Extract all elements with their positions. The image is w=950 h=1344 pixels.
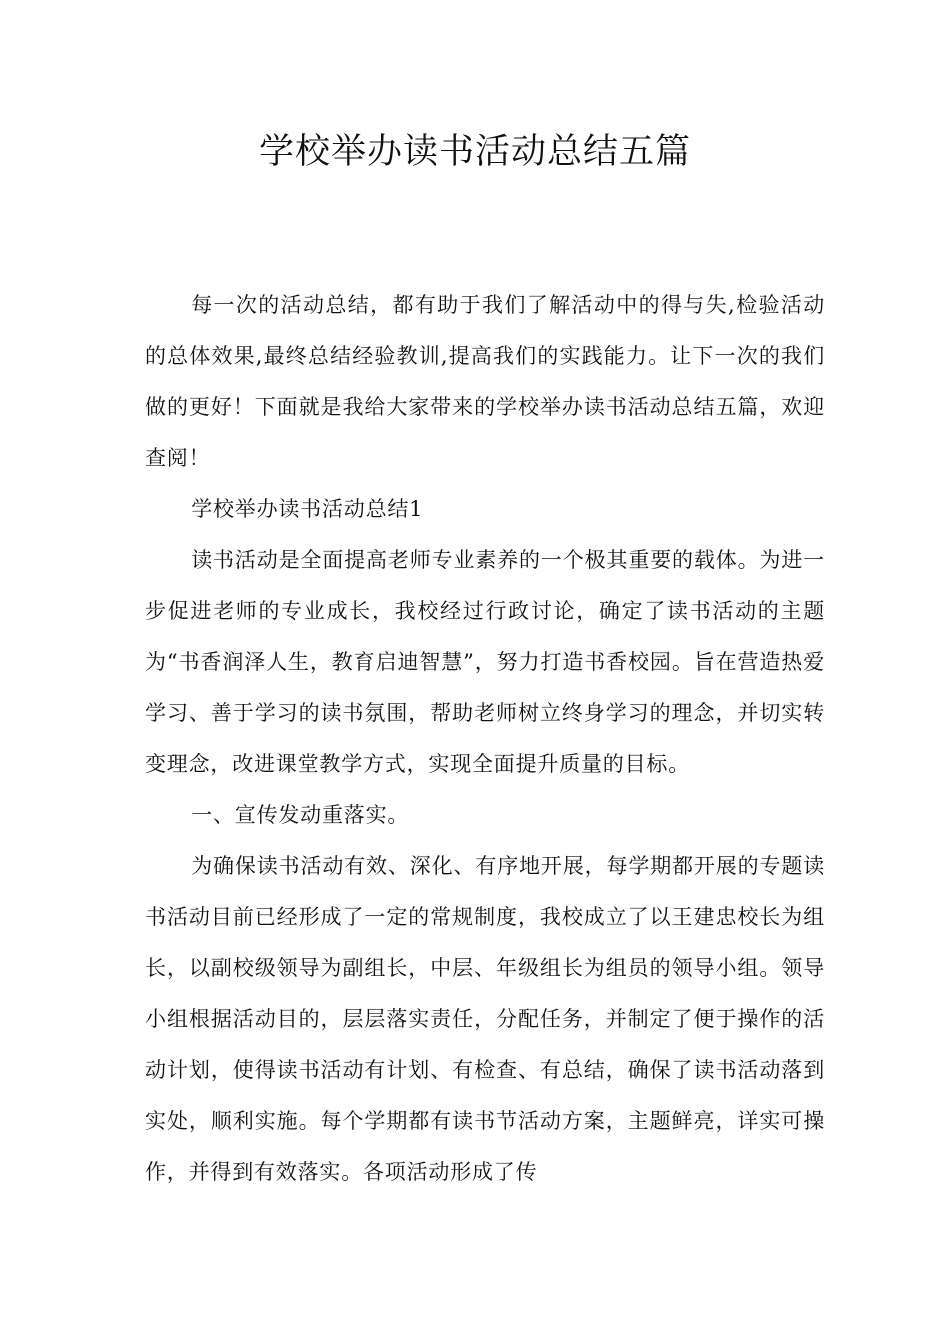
section-heading-publicity: 一、宣传发动重落实。 xyxy=(191,803,410,827)
section-heading-summary-1: 学校举办读书活动总结1 xyxy=(191,497,424,521)
document-body xyxy=(145,280,825,1198)
document-title: 学校举办读书活动总结五篇 xyxy=(258,132,691,172)
body-paragraph: 为确保读书活动有效、深化、有序地开展，每学期都开展的专题读书活动目前已经形成了一定的常规制度，我校成立了以王建忠校长为组长，以副校级领导为副组长，中层、年级组长为组员的领导小组。领导小组根据活动目的，层层落实责任，分配任务，并制定了便于操作的活动计划，使得读书活动有计划、有检查、有总结，确保了读书活动落到实处，顺利实施。每个学期都有读书节活动方案，主题鲜亮，详实可操作，并得到有效落实。各项活动形成了传 xyxy=(145,854,825,1184)
intro-paragraph: 每一次的活动总结，都有助于我们了解活动中的得与失,检验活动的总体效果,最终总结经验教训,提高我们的实践能力。让下一次的我们做的更好！下面就是我给大家带来的学校举办读书活动总结五篇，欢迎查阅！ xyxy=(145,293,825,470)
body-paragraph: 读书活动是全面提高老师专业素养的一个极其重要的载体。为进一步促进老师的专业成长，我校经过行政讨论，确定了读书活动的主题为“书香润泽人生，教育启迪智慧”，努力打造书香校园。旨在营造热爱学习、善于学习的读书氛围，帮助老师树立终身学习的理念，并切实转变理念，改进课堂教学方式，实现全面提升质量的目标。 xyxy=(145,548,825,776)
